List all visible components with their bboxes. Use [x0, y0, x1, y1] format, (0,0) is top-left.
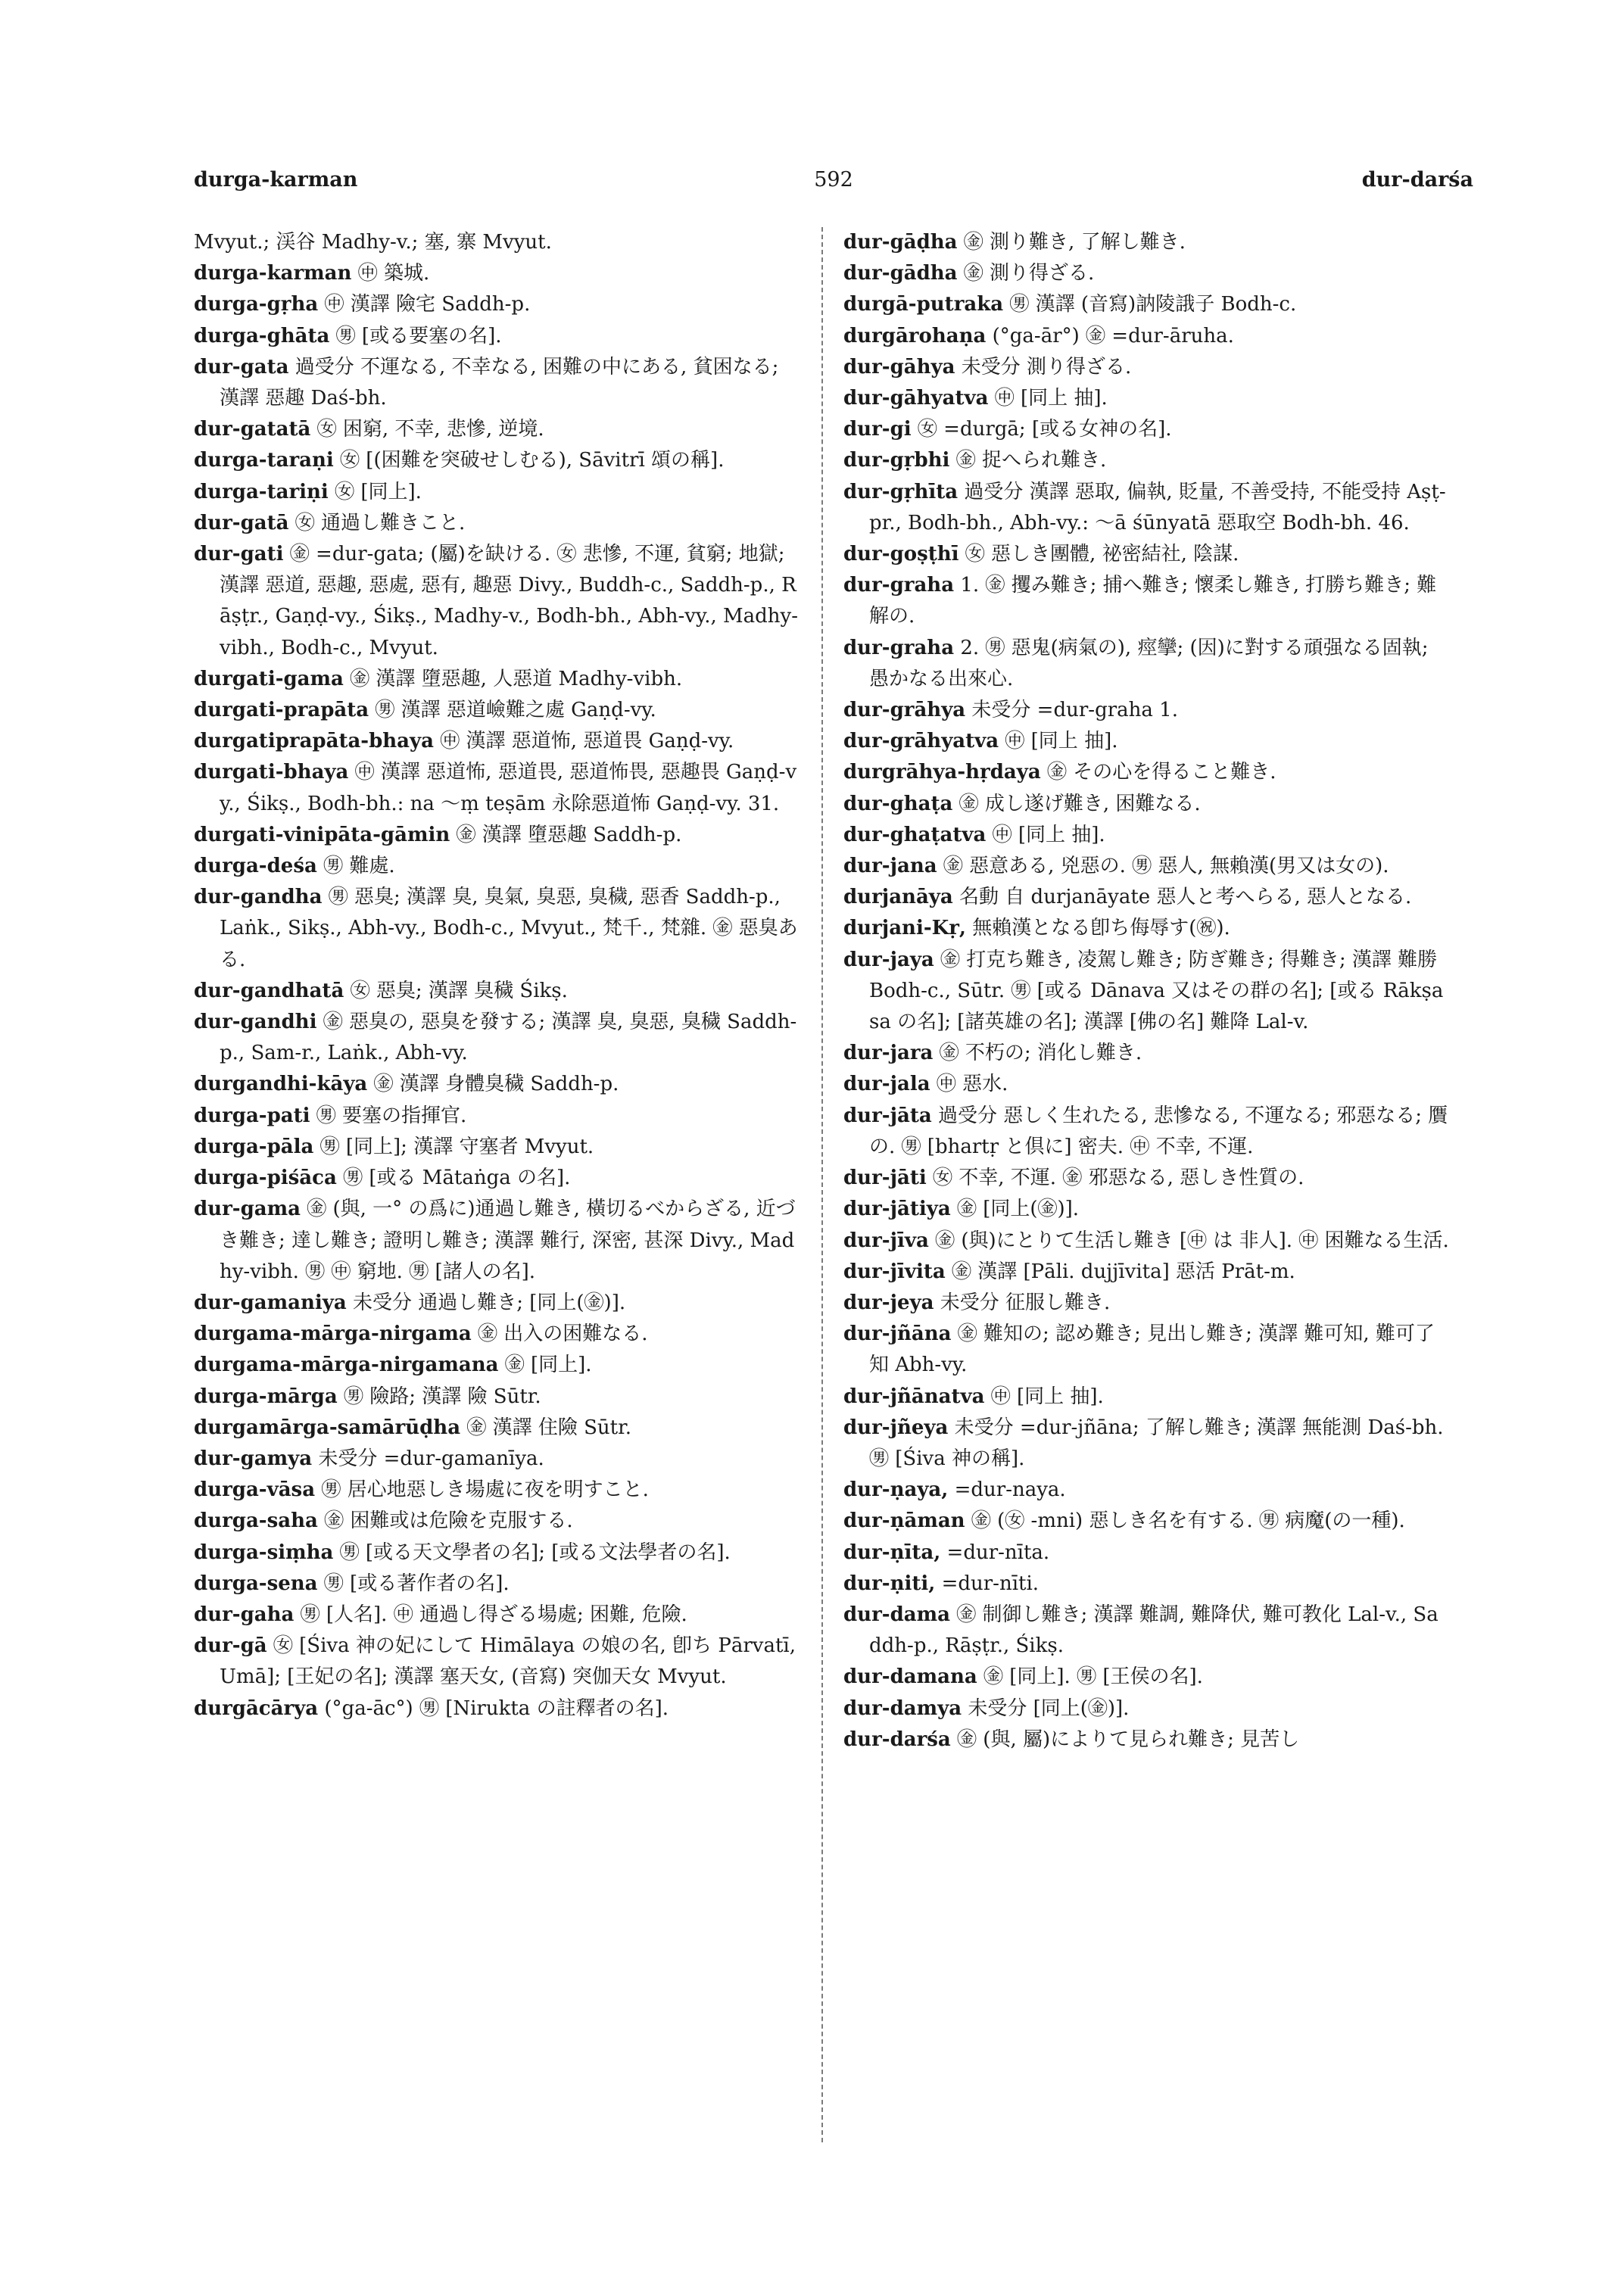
dictionary-entry: [194, 445, 800, 476]
entry-definition: ㊚ 居心地惡しき場處に夜を明すこと.: [321, 1478, 649, 1502]
entry-definition: ㊛ [同上].: [335, 480, 422, 503]
dictionary-entry: [843, 570, 1449, 632]
entry-headword: durjani-Kṛ,: [843, 917, 966, 940]
entry-headword: durga-mārga: [194, 1385, 338, 1408]
entry-headword: durgamārga-samārūḍha: [194, 1416, 461, 1439]
entry-headword: dur-gata: [194, 355, 289, 379]
dictionary-entry: [194, 1382, 800, 1413]
dictionary-entry: [194, 1069, 800, 1100]
dictionary-entry: [843, 1475, 1449, 1506]
entry-headword: dur-ṇīta,: [843, 1541, 941, 1564]
dictionary-entry: [843, 851, 1449, 882]
dictionary-entry: [843, 1226, 1449, 1257]
dictionary-entry: [194, 1413, 800, 1444]
entry-headword: durga-vāsa: [194, 1478, 316, 1502]
dictionary-entry: [843, 726, 1449, 757]
entry-headword: durgārohaṇa: [843, 324, 987, 347]
dictionary-entry: [843, 1600, 1449, 1662]
entry-headword: dur-gandhi: [194, 1011, 317, 1034]
dictionary-entry: [194, 1007, 800, 1069]
entry-definition: ㊎ (與, 一° の爲に)通過し難き, 橫切るべからざる, 近づき難き; 達し難き; 證明し難き; 漢譯 難行, 深密, 甚深 Divy., Madhy-vibh. ㊚ ㊥ 窮地. ㊚ [諸人の名].: [220, 1198, 796, 1283]
entry-definition: ㊎ 測り難き, 了解し難き.: [963, 231, 1186, 254]
entry-definition: ㊎ 漢譯 身體臭穢 Saddh-p.: [373, 1073, 619, 1096]
entry-definition: ㊎ 捉へられ難き.: [955, 449, 1107, 472]
entry-definition: ㊎ 漢譯 墮惡趣 Saddh-p.: [456, 823, 682, 846]
entry-definition: ㊎ =dur-gata; (屬)を缺ける. ㊛ 悲慘, 不運, 貧窮; 地獄; 漢譯 惡道, 惡趣, 惡處, 惡有, 趣惡 Divy., Buddh-c., Saddh-p., Rāṣṭr., Gaṇḍ-vy., Śikṣ., Madhy-v., Bodh-bh., Abh-vy., Madhy-vibh., Bodh-c., Mvyut.: [220, 543, 798, 659]
entry-headword: dur-jīvita: [843, 1260, 946, 1283]
dictionary-entry: [843, 633, 1449, 695]
dictionary-entry: [194, 227, 800, 258]
dictionary-entry: [843, 882, 1449, 913]
entry-headword: dur-jaya: [843, 948, 934, 971]
entry-headword: dur-jara: [843, 1042, 934, 1065]
dictionary-entry: [194, 414, 800, 445]
entry-definition: ㊎ その心を得ること難き.: [1047, 761, 1276, 784]
entry-headword: dur-gati: [194, 543, 284, 566]
dictionary-entry: [194, 1101, 800, 1132]
entry-definition: ㊚ 險路; 漢譯 險 Sūtr.: [343, 1385, 541, 1408]
dictionary-entry: [194, 1693, 800, 1724]
dictionary-entry: [843, 1257, 1449, 1288]
dictionary-entry: [843, 1506, 1449, 1537]
page-header: [194, 168, 1473, 206]
entry-definition: ㊚ 漢譯 (音寫)訥陵誐子 Bodh-c.: [1009, 293, 1297, 316]
entry-headword: durgācārya: [194, 1696, 319, 1720]
dictionary-entry: [194, 757, 800, 819]
entry-definition: 未受分 測り得ざる.: [961, 355, 1132, 379]
entry-headword: dur-gāhya: [843, 355, 955, 379]
entry-headword: dur-ṇāman: [843, 1509, 965, 1533]
entry-headword: dur-jñeya: [843, 1416, 949, 1439]
entry-headword: dur-damana: [843, 1665, 977, 1689]
entry-headword: durjanāya: [843, 886, 953, 909]
entry-headword: durgrāhya-hṛdaya: [843, 761, 1041, 784]
entry-definition: ㊥ [同上 抽].: [994, 387, 1108, 410]
dictionary-entry: [843, 1038, 1449, 1069]
entry-definition: ㊥ 漢譯 惡道怖, 惡道畏, 惡道怖畏, 惡趣畏 Gaṇḍ-vy., Śikṣ., Bodh-bh.: na 〜ṃ teṣām 永除惡道怖 Gaṇḍ-vy. 31.: [220, 761, 797, 815]
dictionary-entry: [843, 1662, 1449, 1693]
entry-definition: ㊛ 不幸, 不運. ㊎ 邪惡なる, 惡しき性質の.: [932, 1167, 1304, 1190]
entry-definition: =dur-nīti.: [941, 1572, 1040, 1595]
dictionary-entry: [194, 882, 800, 976]
entry-definition: ㊚ [同上]; 漢譯 守塞者 Mvyut.: [320, 1135, 594, 1158]
entry-headword: dur-grāhyatva: [843, 730, 999, 753]
entry-headword: dur-grāhya: [843, 699, 966, 722]
dictionary-entry: [843, 695, 1449, 726]
entry-headword: durga-taraṇi: [194, 449, 334, 472]
entry-definition: ㊛ [(困難を突破せしむる), Sāvitrī 頌の稱].: [340, 449, 725, 472]
entry-definition: ㊚ [或る天文學者の名]; [或る文法學者の名].: [339, 1541, 731, 1564]
entry-definition: ㊎ 制御し難き; 漢譯 難調, 難降伏, 難可教化 Lal-v., Saddh-p., Rāṣṭr., Śikṣ.: [869, 1603, 1439, 1658]
entry-headword: dur-gandhatā: [194, 979, 344, 1002]
dictionary-entry: [194, 1569, 800, 1600]
entry-definition: ㊥ [同上 抽].: [990, 1385, 1104, 1408]
dictionary-entry: [843, 757, 1449, 788]
dictionary-entry: [843, 1724, 1449, 1756]
entry-headword: dur-gāḍha: [843, 231, 958, 254]
entry-headword: dur-gamaniya: [194, 1291, 347, 1314]
entry-definition: 未受分 征服し難き.: [940, 1291, 1111, 1314]
entry-headword: dur-gādha: [843, 262, 958, 285]
dictionary-entry: [843, 820, 1449, 851]
entry-definition: ㊎ (㊛ -mni) 惡しき名を有する. ㊚ 病魔(の一種).: [971, 1509, 1405, 1533]
dictionary-entry: [843, 1069, 1449, 1100]
entry-headword: dur-gamya: [194, 1447, 313, 1470]
entry-headword: durgandhi-kāya: [194, 1073, 368, 1096]
entry-definition: ㊎ 打克ち難き, 凌駕し難き; 防ぎ難き; 得難き; 漢譯 難勝 Bodh-c., Sūtr. ㊚ [或る Dānava 又はその群の名]; [或る Rākṣasa の名]; [諸英雄の名]; 漢譯 [佛の名] 難降 Lal-v.: [869, 948, 1444, 1034]
dictionary-entry: [843, 477, 1449, 539]
entry-definition: ㊛ 惡しき團體, 祕密結社, 陰謀.: [965, 543, 1239, 566]
right-column: [843, 227, 1449, 1756]
dictionary-entry: [194, 1444, 800, 1475]
dictionary-entry: [194, 1319, 800, 1350]
dictionary-entry: [194, 1506, 800, 1537]
dictionary-entry: [843, 383, 1449, 414]
entry-headword: durgā-putraka: [843, 293, 1004, 316]
entry-headword: durgama-mārga-nirgamana: [194, 1354, 499, 1377]
entry-headword: durga-gṛha: [194, 293, 319, 316]
entry-definition: ㊎ 漢譯 墮惡趣, 人惡道 Madhy-vibh.: [350, 667, 683, 690]
entry-headword: dur-gatā: [194, 511, 289, 534]
left-column: [194, 227, 800, 1724]
entry-definition: ㊚ [人名]. ㊥ 通過し得ざる場處; 困難, 危險.: [300, 1603, 687, 1626]
entry-definition: 未受分 =dur-gamanīya.: [318, 1447, 544, 1470]
dictionary-entry: [843, 1693, 1449, 1724]
entry-headword: dur-jala: [843, 1073, 930, 1096]
dictionary-entry: [194, 726, 800, 757]
entry-headword: durgati-vinipāta-gāmin: [194, 823, 450, 846]
entry-headword: dur-gāhyatva: [843, 387, 989, 410]
entry-definition: 過受分 漢譯 惡取, 偏執, 貶量, 不善受持, 不能受持 Aṣṭ-pr., Bodh-bh., Abh-vy.: 〜ā śūnyatā 惡取空 Bodh-bh. 46.: [869, 480, 1446, 534]
entry-definition: (°ga-ār°) ㊎ =dur-āruha.: [992, 324, 1234, 347]
dictionary-entry: [843, 227, 1449, 258]
entry-definition: ㊛ =durgā; [或る女神の名].: [917, 418, 1172, 441]
entry-definition: ㊥ 惡水.: [936, 1073, 1008, 1096]
entry-definition: ㊥ [同上 抽].: [992, 823, 1105, 846]
entry-headword: durgatiprapāta-bhaya: [194, 730, 434, 753]
entry-definition: ㊛ 通過し難きこと.: [295, 511, 466, 534]
entry-headword: dur-gṛhīta: [843, 480, 959, 503]
entry-headword: dur-gi: [843, 418, 912, 441]
entry-definition: 過受分 不運なる, 不幸なる, 困難の中にある, 貧困なる; 漢譯 惡趣 Daś-bh.: [220, 355, 779, 410]
entry-headword: dur-jñānatva: [843, 1385, 985, 1408]
entry-headword: dur-gaha: [194, 1603, 295, 1626]
entry-headword: durga-pati: [194, 1104, 310, 1127]
dictionary-entry: [194, 352, 800, 414]
entry-headword: dur-dama: [843, 1603, 950, 1626]
entry-definition: 未受分 =dur-jñāna; 了解し難き; 漢譯 無能測 Daś-bh. ㊚ [Śiva 神の稱].: [869, 1416, 1444, 1470]
dictionary-entry: [843, 258, 1449, 289]
entry-definition: ㊎ 困難或は危險を克服する.: [324, 1509, 573, 1533]
entry-definition: ㊎ 難知の; 認め難き; 見出し難き; 漢譯 難可知, 難可了知 Abh-vy.: [869, 1323, 1435, 1377]
entry-definition: ㊚ 要塞の指揮官.: [316, 1104, 467, 1127]
dictionary-entry: [194, 1631, 800, 1693]
entry-headword: dur-goṣṭhī: [843, 543, 959, 566]
entry-definition: ㊎ 出入の困難なる.: [477, 1323, 648, 1346]
entry-definition: ㊥ 漢譯 險宅 Saddh-p.: [324, 293, 531, 316]
dictionary-entry: [843, 1569, 1449, 1600]
dictionary-entry: [843, 945, 1449, 1039]
entry-definition: ㊎ 測り得ざる.: [963, 262, 1095, 285]
entry-definition: =dur-nīta.: [946, 1541, 1050, 1564]
entry-definition: 1. ㊎ 攫み難き; 捕へ難き; 懷柔し難き, 打勝ち難き; 難解の.: [869, 574, 1437, 628]
dictionary-entry: [194, 976, 800, 1007]
dictionary-entry: [843, 445, 1449, 476]
dictionary-entry: [194, 1350, 800, 1381]
dictionary-entry: [194, 289, 800, 320]
entry-headword: dur-jāti: [843, 1167, 927, 1190]
entry-headword: durga-piśāca: [194, 1167, 337, 1190]
entry-headword: durga-karman: [194, 262, 352, 285]
dictionary-entry: [194, 1194, 800, 1288]
entry-headword: dur-gṛbhi: [843, 449, 950, 472]
entry-headword: durga-tariṇi: [194, 480, 329, 503]
entry-definition: ㊎ (與, 屬)によりて見られ難き; 見苦し: [957, 1728, 1300, 1751]
entry-headword: durgama-mārga-nirgama: [194, 1323, 472, 1346]
dictionary-entry: [843, 352, 1449, 383]
dictionary-entry: [843, 1537, 1449, 1569]
dictionary-entry: [194, 258, 800, 289]
entry-headword: dur-gama: [194, 1198, 301, 1221]
entry-definition: 2. ㊚ 惡鬼(病氣の), 痙攣; (因)に對する頑强なる固執; 愚かなる出來心.: [869, 636, 1429, 690]
dictionary-entry: [194, 1537, 800, 1569]
entry-headword: dur-jāta: [843, 1104, 932, 1127]
entry-definition: 未受分 通過し難き; [同上(㊎)].: [352, 1291, 626, 1314]
entry-definition: =dur-naya.: [954, 1478, 1066, 1502]
entry-definition: (°ga-āc°) ㊚ [Nirukta の註釋者の名].: [324, 1696, 669, 1720]
entry-headword: dur-gandha: [194, 886, 323, 909]
entry-definition: ㊚ [或る Mātaṅga の名].: [343, 1167, 571, 1190]
entry-headword: dur-damya: [843, 1696, 962, 1720]
page-number: 592: [814, 168, 853, 192]
entry-definition: ㊚ [或る著作者の名].: [323, 1572, 510, 1595]
dictionary-entry: [843, 539, 1449, 570]
entry-definition: ㊎ 惡意ある, 兇惡の. ㊚ 惡人, 無賴漢(男又は女の).: [943, 855, 1389, 878]
entry-definition: Mvyut.; 渓谷 Madhy-v.; 塞, 寨 Mvyut.: [194, 231, 552, 254]
entry-definition: ㊎ 成し遂げ難き, 困難なる.: [959, 792, 1201, 815]
dictionary-entry: [194, 664, 800, 695]
entry-definition: 未受分 [同上(㊎)].: [968, 1696, 1130, 1720]
entry-headword: durgati-gama: [194, 667, 344, 690]
dictionary-entry: [843, 1194, 1449, 1225]
entry-headword: dur-ghaṭatva: [843, 823, 987, 846]
dictionary-entry: [194, 1475, 800, 1506]
entry-definition: 無賴漢となる卽ち侮辱す(㊗).: [972, 917, 1230, 940]
entry-definition: ㊎ 不朽の; 消化し難き.: [939, 1042, 1142, 1065]
dictionary-entry: [194, 321, 800, 352]
dictionary-entry: [194, 820, 800, 851]
dictionary-entry: [194, 851, 800, 882]
dictionary-entry: [843, 1101, 1449, 1163]
dictionary-entry: [843, 1319, 1449, 1381]
entry-headword: dur-jātiya: [843, 1198, 951, 1221]
entry-definition: ㊛ [Śiva 神の妃にして Himālaya の娘の名, 卽ち Pārvatī, Umā]; [王妃の名]; 漢譯 塞天女, (音寫) 突伽天女 Mvyut.: [220, 1634, 796, 1689]
dictionary-entry: [843, 1163, 1449, 1194]
entry-definition: 過受分 惡しく生れたる, 悲慘なる, 不運なる; 邪惡なる; 贋の. ㊚ [bhartṛ と倶に] 密夫. ㊥ 不幸, 不運.: [869, 1104, 1448, 1158]
entry-headword: dur-graha: [843, 574, 955, 597]
dictionary-entry: [194, 695, 800, 726]
dictionary-entry: [843, 321, 1449, 352]
entry-headword: dur-gatatā: [194, 418, 311, 441]
dictionary-entry: [843, 414, 1449, 445]
entry-definition: ㊛ 困窮, 不幸, 悲慘, 逆境.: [316, 418, 544, 441]
entry-headword: durga-deśa: [194, 855, 317, 878]
dictionary-entry: [843, 1382, 1449, 1413]
entry-headword: durga-saha: [194, 1509, 318, 1533]
entry-headword: dur-ṇiti,: [843, 1572, 936, 1595]
entry-definition: ㊎ (與)にとりて生活し難き [㊥ は 非人]. ㊥ 困難なる生活.: [935, 1229, 1449, 1252]
entry-definition: ㊚ 漢譯 惡道嶮難之處 Gaṇḍ-vy.: [375, 699, 656, 722]
entry-definition: ㊥ 漢譯 惡道怖, 惡道畏 Gaṇḍ-vy.: [440, 730, 734, 753]
dictionary-entry: [194, 508, 800, 539]
dictionary-entry: [843, 913, 1449, 944]
header-right-guide-word: dur-darśa: [1361, 168, 1473, 192]
dictionary-entry: [194, 1163, 800, 1194]
entry-definition: ㊎ 漢譯 住險 Sūtr.: [466, 1416, 631, 1439]
dictionary-entry: [843, 1413, 1449, 1475]
entry-headword: durga-pāla: [194, 1135, 314, 1158]
entry-headword: dur-gā: [194, 1634, 267, 1658]
entry-headword: durgati-bhaya: [194, 761, 349, 784]
entry-headword: dur-darśa: [843, 1728, 951, 1751]
entry-definition: ㊚ 惡臭; 漢譯 臭, 臭氣, 臭惡, 臭穢, 惡香 Saddh-p., Laṅk., Sikṣ., Abh-vy., Bodh-c., Mvyut., 梵千., 梵雜. ㊎ 惡臭ある.: [220, 886, 798, 971]
header-left-guide-word: durga-karman: [194, 168, 358, 192]
entry-definition: ㊥ 築城.: [357, 262, 430, 285]
dictionary-entry: [194, 1132, 800, 1163]
entry-headword: dur-jeya: [843, 1291, 934, 1314]
entry-definition: ㊎ [同上]. ㊚ [王侯の名].: [983, 1665, 1203, 1689]
entry-definition: ㊛ 惡臭; 漢譯 臭穢 Śikṣ.: [350, 979, 568, 1002]
entry-definition: ㊎ 漢譯 [Pāli. dujjīvita] 惡活 Prāt-m.: [951, 1260, 1295, 1283]
entry-headword: durga-ghāta: [194, 324, 330, 347]
entry-headword: dur-jñāna: [843, 1323, 952, 1346]
entry-headword: durgati-prapāta: [194, 699, 369, 722]
entry-definition: 未受分 =dur-graha 1.: [971, 699, 1178, 722]
entry-definition: 名動 自 durjanāyate 惡人と考へらる, 惡人となる.: [959, 886, 1412, 909]
dictionary-entry: [194, 477, 800, 508]
entry-headword: durga-sena: [194, 1572, 318, 1595]
entry-headword: durga-siṃha: [194, 1541, 334, 1564]
entry-definition: ㊚ 難處.: [323, 855, 395, 878]
entry-definition: ㊥ [同上 抽].: [1005, 730, 1118, 753]
entry-definition: ㊎ [同上(㊎)].: [956, 1198, 1080, 1221]
entry-headword: dur-jana: [843, 855, 937, 878]
entry-headword: dur-ṇaya,: [843, 1478, 949, 1502]
entry-definition: ㊎ 惡臭の, 惡臭を發する; 漢譯 臭, 臭惡, 臭穢 Saddh-p., Sam-r., Laṅk., Abh-vy.: [220, 1011, 797, 1065]
entry-definition: ㊎ [同上].: [504, 1354, 592, 1377]
entry-headword: dur-jīva: [843, 1229, 929, 1252]
entry-headword: dur-graha: [843, 636, 955, 659]
dictionary-entry: [843, 789, 1449, 820]
dictionary-entry: [843, 289, 1449, 320]
entry-definition: ㊚ [或る要塞の名].: [335, 324, 502, 347]
column-divider: [821, 227, 823, 2142]
entry-headword: dur-ghaṭa: [843, 792, 953, 815]
dictionary-entry: [194, 1600, 800, 1631]
dictionary-entry: [194, 539, 800, 664]
dictionary-entry: [843, 1288, 1449, 1319]
dictionary-entry: [194, 1288, 800, 1319]
